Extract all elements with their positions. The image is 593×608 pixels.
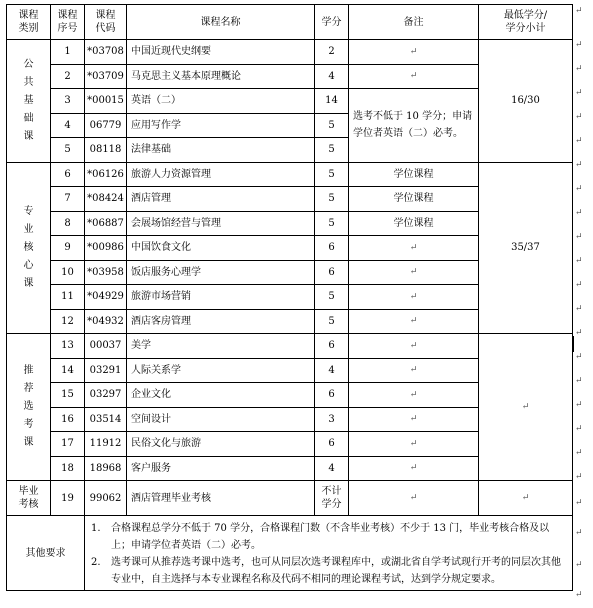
row-end-mark: ↵ — [575, 560, 583, 570]
credit-cell: 5 — [315, 211, 349, 236]
min-credit-cell — [479, 334, 573, 481]
course-name-cell: 酒店管理 — [127, 187, 315, 212]
note-cell — [349, 40, 479, 65]
category-char: 核 — [23, 241, 34, 253]
category-char: 心 — [23, 259, 34, 271]
cell-line: 序号 — [57, 23, 78, 34]
requirements-text — [85, 516, 573, 591]
code-cell: 11912 — [85, 432, 127, 457]
row-end-mark: ↵ — [575, 376, 583, 386]
requirement-item — [91, 554, 566, 588]
code-cell: *06887 — [85, 211, 127, 236]
course-table-body — [7, 5, 573, 591]
paragraph-mark: ↵ — [409, 242, 418, 253]
seq-cell: 15 — [51, 383, 85, 408]
code-cell: *03958 — [85, 260, 127, 285]
category-cell — [7, 162, 51, 334]
note-cell — [349, 285, 479, 310]
note-cell — [349, 64, 479, 89]
note-cell — [349, 358, 479, 383]
course-name-cell: 应用写作学 — [127, 113, 315, 138]
course-name-cell: 客户服务 — [127, 456, 315, 481]
code-cell: *03708 — [85, 40, 127, 65]
course-name-cell: 美学 — [127, 334, 315, 359]
course-name-cell: 酒店管理毕业考核 — [127, 481, 315, 516]
credit-cell: 5 — [315, 187, 349, 212]
paragraph-mark: ↵ — [409, 414, 418, 425]
row-end-mark: ↵ — [575, 184, 583, 194]
row-end-mark: ↵ — [575, 528, 583, 538]
credit-cell: 5 — [315, 309, 349, 334]
paragraph-mark: ↵ — [409, 340, 418, 351]
row-end-mark: ↵ — [575, 328, 583, 338]
header-code — [85, 5, 127, 40]
seq-cell: 5 — [51, 138, 85, 163]
category-cell — [7, 40, 51, 163]
cell-line: 代码 — [95, 23, 116, 34]
min-credit-cell: 16/30 — [479, 40, 573, 163]
row-end-mark: ↵ — [575, 280, 583, 290]
table-row — [7, 334, 573, 359]
code-cell: *03709 — [85, 64, 127, 89]
paragraph-mark: ↵ — [409, 71, 418, 82]
code-cell: *04932 — [85, 309, 127, 334]
paragraph-mark: ↵ — [409, 365, 418, 376]
note-cell — [349, 456, 479, 481]
seq-cell: 10 — [51, 260, 85, 285]
table-row — [7, 40, 573, 65]
category-char: 课 — [23, 130, 34, 142]
header-row — [7, 5, 573, 40]
credit-cell: 5 — [315, 162, 349, 187]
code-cell: 03514 — [85, 407, 127, 432]
header-seq — [51, 5, 85, 40]
note-cell: 学位课程 — [349, 162, 479, 187]
category-char: 课 — [23, 437, 34, 448]
note-cell: 学位课程 — [349, 187, 479, 212]
code-cell: 03291 — [85, 358, 127, 383]
course-name-cell: 旅游人力资源管理 — [127, 162, 315, 187]
code-cell: *04929 — [85, 285, 127, 310]
code-cell: 08118 — [85, 138, 127, 163]
seq-cell: 9 — [51, 236, 85, 261]
category-char: 课 — [23, 277, 34, 289]
course-name-cell: 英语（二） — [127, 89, 315, 114]
row-end-mark: ↵ — [575, 136, 583, 146]
row-end-mark: ↵ — [575, 472, 583, 482]
code-cell: *00986 — [85, 236, 127, 261]
category-char: 础 — [23, 112, 34, 124]
code-cell: *00015 — [85, 89, 127, 114]
paragraph-mark: ↵ — [409, 438, 418, 449]
note-cell — [349, 309, 479, 334]
category-char: 业 — [23, 223, 34, 235]
row-end-mark: ↵ — [575, 256, 583, 266]
credit-cell: 4 — [315, 456, 349, 481]
row-end-mark: ↵ — [575, 112, 583, 122]
cell-line: 考核 — [18, 499, 39, 510]
requirement-number: 1. — [91, 523, 101, 534]
credit-cell: 6 — [315, 432, 349, 457]
cell-line: 学分 — [321, 16, 342, 28]
paragraph-mark: ↵ — [409, 267, 418, 278]
note-cell-merged: 选考不低于 10 学分；申请学位者英语（二）必考。 — [349, 89, 479, 163]
note-cell — [349, 334, 479, 359]
note-cell — [349, 407, 479, 432]
cell-line: 备注 — [403, 16, 424, 28]
paragraph-mark: ↵ — [409, 389, 418, 400]
table-row — [7, 162, 573, 187]
paragraph-mark: ↵ — [521, 493, 530, 503]
seq-cell: 7 — [51, 187, 85, 212]
cell-line: 毕业 — [18, 486, 39, 497]
cell-line: 类别 — [18, 23, 39, 34]
category-cell — [7, 334, 51, 481]
code-cell: 18968 — [85, 456, 127, 481]
row-end-mark: ↵ — [575, 64, 583, 74]
credit-cell: 5 — [315, 138, 349, 163]
requirement-text: 选考课可从推荐选考课中选考，也可从同层次选考课程库中，或湖北省自学考试现行开考的同层次其他专业中，自主选择与本专业课程名称及代码不相同的理论课程考试，达到学分规定要求。 — [111, 557, 561, 585]
cell-line: 学分小计 — [505, 23, 546, 34]
cell-line: 学分 — [321, 499, 342, 510]
credit-cell: 4 — [315, 64, 349, 89]
seq-cell: 17 — [51, 432, 85, 457]
credit-cell: 6 — [315, 260, 349, 285]
paragraph-mark: ↵ — [409, 291, 418, 302]
requirements-label: 其他要求 — [7, 516, 85, 591]
category-char: 选 — [23, 401, 34, 412]
paragraph-mark: ↵ — [409, 46, 418, 57]
note-cell — [349, 260, 479, 285]
seq-cell: 12 — [51, 309, 85, 334]
seq-cell: 8 — [51, 211, 85, 236]
credit-cell: 4 — [315, 358, 349, 383]
credit-cell: 6 — [315, 383, 349, 408]
course-table — [6, 4, 573, 591]
header-credit — [315, 5, 349, 40]
credit-cell: 2 — [315, 40, 349, 65]
note-cell — [349, 383, 479, 408]
course-name-cell: 中国近现代史纲要 — [127, 40, 315, 65]
requirement-number: 2. — [91, 557, 101, 568]
row-end-mark: ↵ — [575, 352, 583, 362]
code-cell: 03297 — [85, 383, 127, 408]
cell-line: 不计 — [321, 486, 342, 497]
requirements-row — [7, 516, 573, 591]
seq-cell: 13 — [51, 334, 85, 359]
category-char: 专 — [23, 205, 34, 217]
cell-line: 课程 — [95, 10, 116, 21]
category-char: 公 — [23, 58, 34, 70]
category-char: 基 — [23, 94, 34, 106]
seq-cell: 3 — [51, 89, 85, 114]
seq-cell: 4 — [51, 113, 85, 138]
credit-cell — [315, 481, 349, 516]
course-name-cell: 马克思主义基本原理概论 — [127, 64, 315, 89]
code-cell: 99062 — [85, 481, 127, 516]
text-cursor — [573, 336, 574, 352]
code-cell: *06126 — [85, 162, 127, 187]
paragraph-mark: ↵ — [409, 316, 418, 327]
requirement-item — [91, 520, 566, 554]
row-end-mark: ↵ — [575, 208, 583, 218]
row-end-mark: ↵ — [575, 304, 583, 314]
seq-cell: 1 — [51, 40, 85, 65]
note-cell: 学位课程 — [349, 211, 479, 236]
course-name-cell: 民俗文化与旅游 — [127, 432, 315, 457]
code-cell: 00037 — [85, 334, 127, 359]
row-end-mark: ↵ — [575, 400, 583, 410]
row-end-mark: ↵ — [575, 232, 583, 242]
cell-line: 课程名称 — [200, 16, 241, 28]
graduation-category-cell — [7, 481, 51, 516]
credit-cell: 3 — [315, 407, 349, 432]
seq-cell: 16 — [51, 407, 85, 432]
seq-cell: 18 — [51, 456, 85, 481]
graduation-row — [7, 481, 573, 516]
category-char: 考 — [23, 419, 34, 430]
seq-cell: 6 — [51, 162, 85, 187]
header-note — [349, 5, 479, 40]
course-name-cell: 会展场馆经营与管理 — [127, 211, 315, 236]
cell-line: 最低学分/ — [503, 10, 548, 21]
credit-cell: 14 — [315, 89, 349, 114]
course-name-cell: 饭店服务心理学 — [127, 260, 315, 285]
category-char: 共 — [23, 76, 34, 88]
note-cell — [349, 481, 479, 516]
credit-cell: 5 — [315, 113, 349, 138]
paragraph-mark: ↵ — [409, 463, 418, 474]
course-name-cell: 中国饮食文化 — [127, 236, 315, 261]
row-end-mark: ↵ — [575, 40, 583, 50]
seq-cell: 19 — [51, 481, 85, 516]
row-end-mark: ↵ — [575, 498, 583, 508]
header-min — [479, 5, 573, 40]
paragraph-mark: ↵ — [521, 402, 530, 412]
cell-line: 课程 — [57, 10, 78, 21]
course-name-cell: 酒店客房管理 — [127, 309, 315, 334]
paragraph-mark: ↵ — [409, 493, 418, 503]
seq-cell: 2 — [51, 64, 85, 89]
row-end-mark: ↵ — [575, 88, 583, 98]
credit-cell: 6 — [315, 334, 349, 359]
min-credit-cell — [479, 481, 573, 516]
credit-cell: 5 — [315, 285, 349, 310]
min-credit-cell: 35/37 — [479, 162, 573, 334]
header-name — [127, 5, 315, 40]
row-end-mark: ↵ — [575, 424, 583, 434]
credit-cell: 6 — [315, 236, 349, 261]
note-cell — [349, 432, 479, 457]
category-char: 推 — [23, 365, 34, 376]
row-end-mark: ↵ — [575, 590, 583, 600]
cell-line: 课程 — [18, 10, 39, 21]
course-name-cell: 法律基础 — [127, 138, 315, 163]
course-name-cell: 人际关系学 — [127, 358, 315, 383]
course-name-cell: 企业文化 — [127, 383, 315, 408]
seq-cell: 14 — [51, 358, 85, 383]
row-end-mark: ↵ — [575, 160, 583, 170]
category-char: 荐 — [23, 383, 34, 394]
code-cell: 06779 — [85, 113, 127, 138]
requirement-text: 合格课程总学分不低于 70 学分，合格课程门数（不含毕业考核）不少于 13 门，毕业考核合格及以上；申请学位者英语（二）必考。 — [111, 523, 550, 551]
seq-cell: 11 — [51, 285, 85, 310]
code-cell: *08424 — [85, 187, 127, 212]
course-name-cell: 旅游市场营销 — [127, 285, 315, 310]
course-name-cell: 空间设计 — [127, 407, 315, 432]
row-end-mark: ↵ — [575, 448, 583, 458]
row-end-mark: ↵ — [575, 6, 583, 16]
note-cell — [349, 236, 479, 261]
header-category — [7, 5, 51, 40]
